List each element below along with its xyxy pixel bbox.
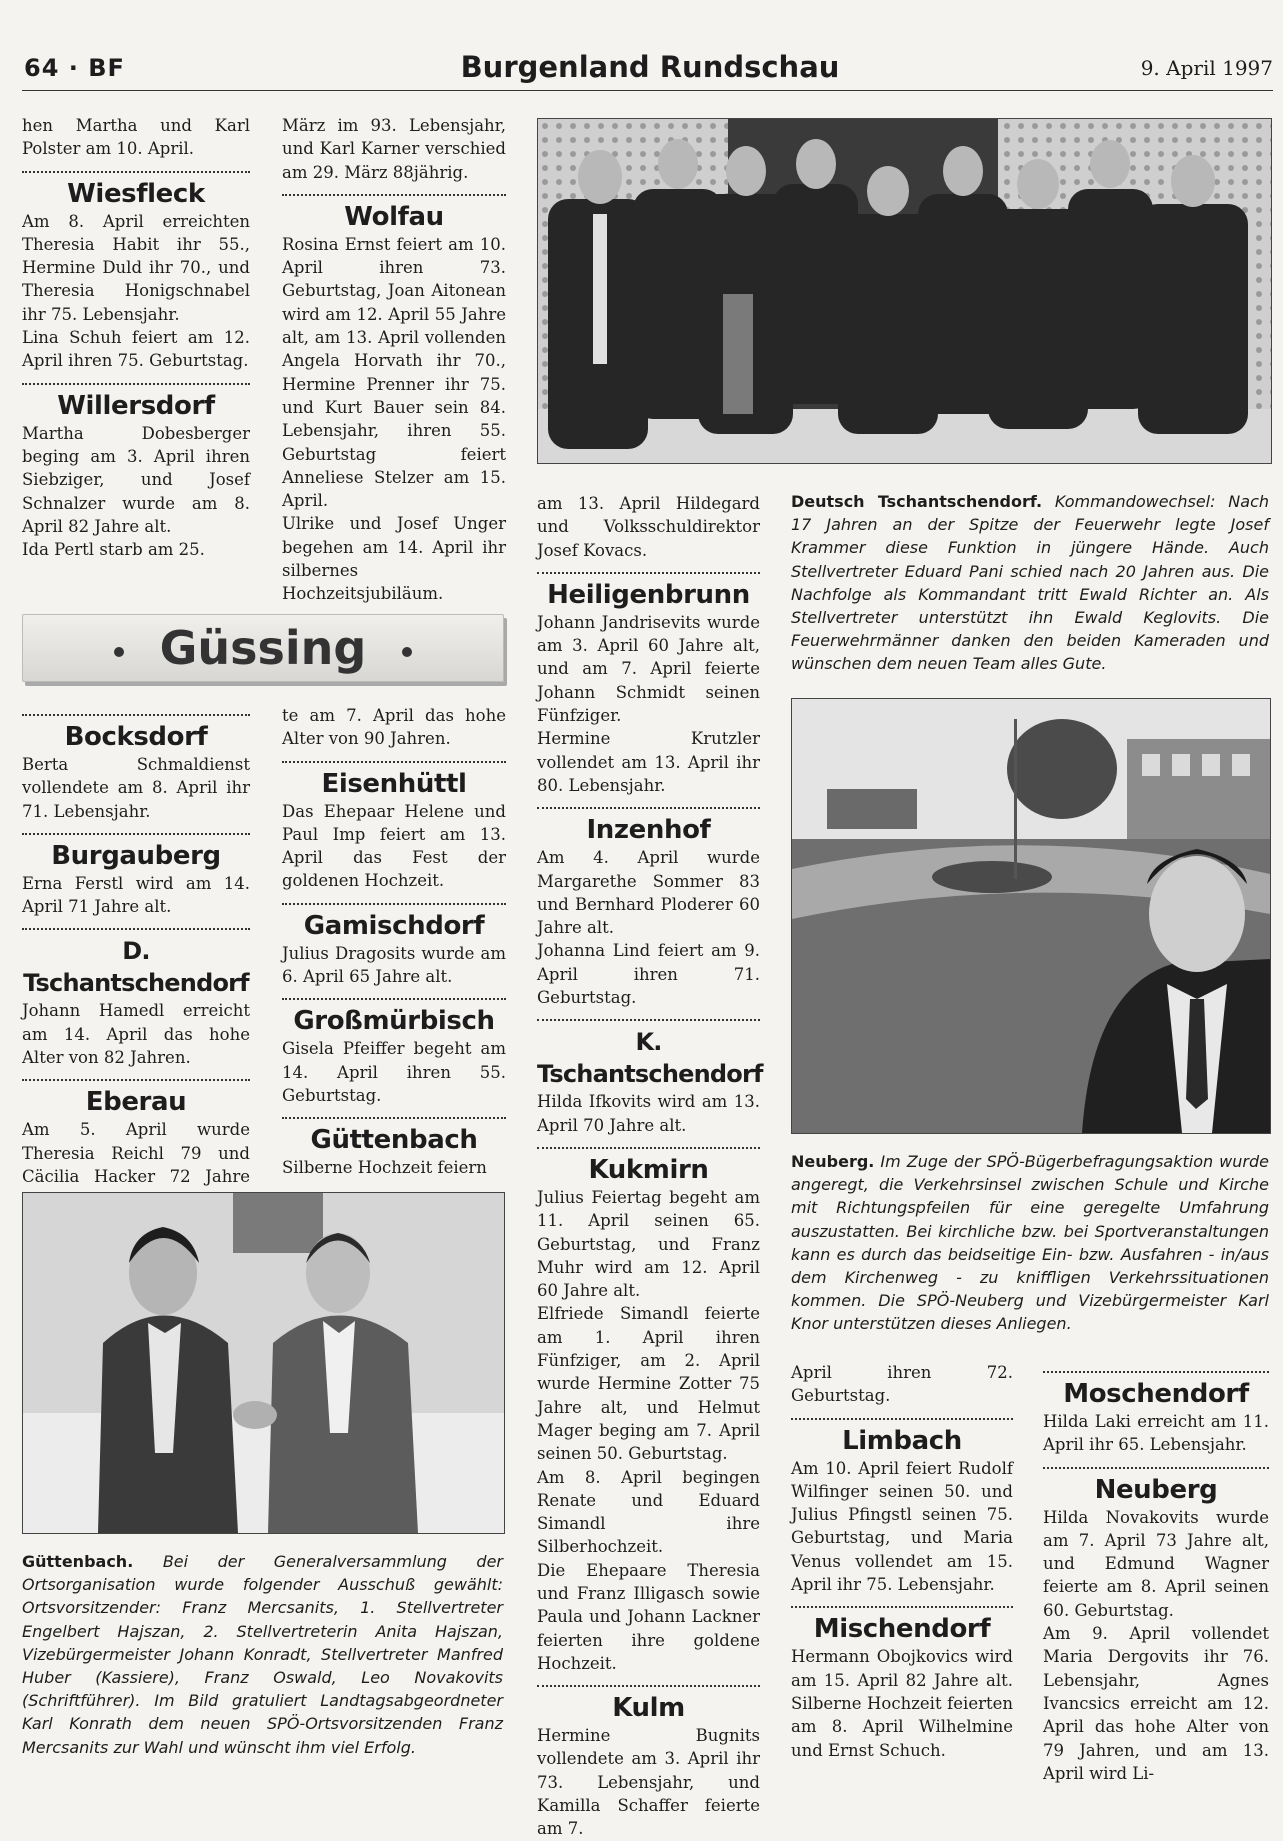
news-paragraph: Erna Ferstl wird am 14. April 71 Jahre alt. <box>22 873 250 917</box>
dotted-divider <box>1043 1467 1269 1469</box>
caption-guettenbach <box>22 1550 503 1759</box>
news-paragraph: Hermine Krutzler vollendet am 13. April ihr 80. Lebensjahr. <box>537 729 760 795</box>
news-paragraph: Am 10. April feiert Rudolf Wilfinger seinen 50. und Julius Pfingstl seinen 75. Geburtstag, und Maria Venus vollendet am 15. April ihr 75. Lebensjahr. <box>791 1458 1013 1595</box>
locality-heading: Limbach <box>842 1425 962 1456</box>
locality-heading: Moschendorf <box>1063 1379 1249 1409</box>
locality-heading: Eisenhüttl <box>321 768 467 799</box>
issue-date: 9. April 1997 <box>1140 56 1273 80</box>
news-paragraph: Die Ehepaare Theresia und Franz Illigasch sowie Paula und Johann Lackner feierten ihre goldene Hochzeit. <box>537 1560 760 1673</box>
dotted-divider <box>22 171 250 173</box>
caption-place: Neuberg. <box>791 1152 875 1171</box>
news-paragraph: Am 8. April erreichten Theresia Habit ihr 55., Hermine Duld ihr 70., und Theresia Honigschnabel ihr 75. Lebensjahr. <box>22 211 250 324</box>
news-paragraph: Johann Jandrisevits wurde am 3. April 60 Jahre alt, und am 7. April feierte Johann Schmidt seinen Fünfziger. <box>537 612 760 726</box>
locality-heading: Bocksdorf <box>64 722 208 752</box>
fire-brigade-group-photo <box>537 118 1272 464</box>
locality-heading: Kukmirn <box>588 1154 709 1185</box>
dotted-divider <box>282 903 506 905</box>
locality-heading: Mischendorf <box>813 1614 991 1645</box>
news-paragraph: Martha Dobesberger beging am 3. April ihren Siebziger, und Josef Schnalzer wurde am 8. April 82 Jahre alt. <box>22 423 250 536</box>
dotted-divider <box>282 761 506 763</box>
locality-heading: Burgauberg <box>51 840 221 871</box>
news-paragraph: te am 7. April das hohe Alter von 90 Jahren. <box>282 706 506 749</box>
dotted-divider <box>282 194 506 196</box>
column-c <box>537 492 763 1841</box>
newspaper-title: Burgenland Rundschau <box>460 50 840 84</box>
news-paragraph: hen Martha und Karl Polster am 10. April. <box>22 116 250 159</box>
column-d <box>791 1361 1013 1762</box>
column-b-top <box>282 114 506 606</box>
dotted-divider <box>537 807 760 809</box>
dotted-divider <box>22 714 250 716</box>
locality-heading: Gamischdorf <box>303 910 485 941</box>
locality-heading: Heiligenbrunn <box>547 579 750 610</box>
dotted-divider <box>537 1019 760 1021</box>
news-paragraph: Julius Dragosits wurde am 6. April 65 Jahre alt. <box>282 943 506 987</box>
news-paragraph: April ihren 72. Geburtstag. <box>791 1363 1013 1406</box>
bullet-icon <box>402 647 412 657</box>
column-b-middle <box>282 704 506 1180</box>
locality-heading: Neuberg <box>1094 1474 1218 1505</box>
section-title: Güssing <box>159 621 367 675</box>
news-paragraph: Hilda Novakovits wurde am 7. April 73 Jahre alt, und Edmund Wagner feierte am 8. April seinen 60. Geburtstag. <box>1043 1507 1269 1620</box>
page-number: 64 · BF <box>24 54 125 82</box>
neuberg-traffic-island-photo <box>791 698 1271 1134</box>
column-e <box>1043 1361 1269 1785</box>
guettenbach-handshake-photo <box>22 1192 505 1534</box>
news-paragraph: Johann Hamedl erreicht am 14. April das hohe Alter von 82 Jahren. <box>22 1001 250 1068</box>
dotted-divider <box>22 1079 250 1081</box>
news-paragraph: Elfriede Simandl feierte am 1. April ihren Fünfziger, am 2. April wurde Hermine Zotter 75 Jahre alt, und Helmut Mager beging am 7. April seinen 50. Geburtstag. <box>537 1304 760 1464</box>
caption-text: Bei der Generalversammlung der Ortsorganisation wurde folgender Ausschuß gewählt: Ortsvorsitzender: Franz Mercsanits, 1. Stellvertreter Engelbert Hajszan, 2. Stellvertreterin Anita Hajszan, Vizebürgermeister Johann Konradt, Stellvertreter Manfred Huber (Kassiere), Franz Oswald, Leo Novakovits (Schriftführer). Im Bild gratuliert Landtagsabgeordneter Karl Konrath dem neuen SPÖ-Ortsvorsitzenden Franz Mercsanits zur Wahl und wünscht ihm viel Erfolg. <box>22 1552 503 1757</box>
caption-place: Güttenbach. <box>22 1552 134 1571</box>
dotted-divider <box>22 833 250 835</box>
dotted-divider <box>282 1117 506 1119</box>
locality-heading: Kulm <box>612 1693 685 1724</box>
locality-heading: Willersdorf <box>57 390 215 421</box>
dotted-divider <box>791 1418 1013 1420</box>
locality-heading: Inzenhof <box>586 815 711 846</box>
dotted-divider <box>537 1147 760 1149</box>
news-paragraph: Hermann Obojkovics wird am 15. April 82 Jahre alt. Silberne Hochzeit feierten am 8. April Wilhelmine und Ernst Schuch. <box>791 1647 1013 1760</box>
news-paragraph: Hilda Laki erreicht am 11. April ihr 65. Lebensjahr. <box>1043 1412 1269 1455</box>
news-paragraph: Johanna Lind feiert am 9. April ihren 71. Geburtstag. <box>537 941 760 1008</box>
dotted-divider <box>22 928 250 930</box>
news-paragraph: Ulrike und Josef Unger begehen am 14. April ihr silbernes Hochzeitsjubiläum. <box>282 514 506 604</box>
news-paragraph: Hermine Bugnits vollendete am 3. April ihr 73. Lebensjahr, und Kamilla Schaffer feierte am 7. <box>537 1726 760 1839</box>
news-paragraph: Berta Schmaldienst vollendete am 8. April ihr 71. Lebensjahr. <box>22 755 250 821</box>
caption-text: Kommandowechsel: Nach 17 Jahren an der Spitze der Feuerwehr legte Josef Krammer diese Funktion in jüngere Hände. Auch Stellvertreter Eduard Pani schied nach 20 Jahren aus. Die Nachfolge als Kommandant tritt Ewald Richter an. Als Stellvertreter unterstützt ihn Ewald Keglovits. Die Feuerwehrmänner danken den beiden Kameraden und wünschen dem neuen Team alles Gute. <box>791 492 1270 674</box>
caption-deutsch-tschantschendorf <box>791 490 1269 676</box>
dotted-divider <box>791 1606 1013 1608</box>
news-paragraph: Rosina Ernst feiert am 10. April ihren 73. Geburtstag, Joan Aitonean wird am 12. April 55 Jahre alt, am 13. April vollenden Angela Horvath ihr 70., Hermine Prenner ihr 75. und Kurt Bauer sein 84. Lebensjahr, ihren 55. Geburtstag feiert Anneliese Stelzer am 15. April. <box>282 234 506 511</box>
group-photo-illustration <box>538 119 1271 463</box>
news-paragraph: Silberne Hochzeit feiern <box>282 1158 487 1178</box>
caption-text: Im Zuge der SPÖ-Bügerbefragungsaktion wurde angeregt, die Verkehrsinsel zwischen Schule und Kirche mit Richtungspfeilen für eine geregelte Umfahrung auszustatten. Bei kirchliche bzw. bei Sportveranstaltungen kann es durch das beidseitige Ein- bzw. Ausfahren - in/aus dem Kirchenweg - zu kniffligen Verkehrssituationen kommen. Die SPÖ-Neuberg und Vizebürgermeister Karl Knor unterstützen dieses Anliegen. <box>791 1152 1269 1334</box>
bullet-icon <box>114 647 124 657</box>
news-paragraph: Ida Pertl starb am 25. <box>22 540 205 560</box>
dotted-divider <box>537 1685 760 1687</box>
news-paragraph: Das Ehepaar Helene und Paul Imp feiert am 13. April das Fest der goldenen Hochzeit. <box>282 801 506 891</box>
news-paragraph: Lina Schuh feiert am 12. April ihren 75. Geburtstag. <box>22 328 250 371</box>
locality-heading: Güttenbach <box>310 1125 478 1156</box>
news-paragraph: Hilda Ifkovits wird am 13. April 70 Jahre alt. <box>537 1092 760 1135</box>
locality-heading: Wolfau <box>344 201 444 232</box>
news-paragraph: Am 8. April begingen Renate und Eduard Simandl ihre Silberhochzeit. <box>537 1467 760 1557</box>
dotted-divider <box>537 572 760 574</box>
news-paragraph: März im 93. Lebensjahr, und Karl Karner verschied am 29. März 88jährig. <box>282 116 506 182</box>
column-a-top <box>22 114 250 561</box>
news-paragraph: am 13. April Hildegard und Volksschuldirektor Josef Kovacs. <box>537 494 760 560</box>
locality-heading: D. Tschantschendorf <box>23 937 249 998</box>
dotted-divider <box>282 998 506 1000</box>
column-a-middle <box>22 704 250 1235</box>
news-paragraph: Julius Feiertag begeht am 11. April seinen 65. Geburtstag, und Franz Muhr wird am 12. April 60 Jahre alt. <box>537 1187 760 1301</box>
caption-place: Deutsch Tschantschendorf. <box>791 492 1043 511</box>
neuberg-photo-illustration <box>792 699 1270 1133</box>
caption-neuberg <box>791 1150 1269 1336</box>
news-paragraph: Am 4. April wurde Margarethe Sommer 83 und Bernhard Ploderer 60 Jahre alt. <box>537 848 760 938</box>
header-rule <box>22 90 1273 91</box>
handshake-photo-illustration <box>23 1193 504 1533</box>
dotted-divider <box>1043 1371 1269 1373</box>
locality-heading: Großmürbisch <box>293 1006 495 1037</box>
locality-heading: Eberau <box>85 1087 187 1118</box>
locality-heading: Wiesfleck <box>67 178 205 209</box>
dotted-divider <box>22 383 250 385</box>
section-banner <box>22 614 504 682</box>
news-paragraph: Gisela Pfeiffer begeht am 14. April ihren 55. Geburtstag. <box>282 1039 506 1105</box>
news-paragraph: Am 5. April wurde Theresia Reichl 79 und Cäcilia Hacker 72 Jahre <box>22 1120 250 1186</box>
locality-heading: K. Tschantschendorf <box>537 1028 763 1089</box>
news-paragraph: Am 9. April vollendet Maria Dergovits ihr 76. Lebensjahr, Agnes Ivancsics erreicht am 12. April das hohe Alter von 79 Jahren, und am 13. April wird Li- <box>1043 1624 1269 1783</box>
